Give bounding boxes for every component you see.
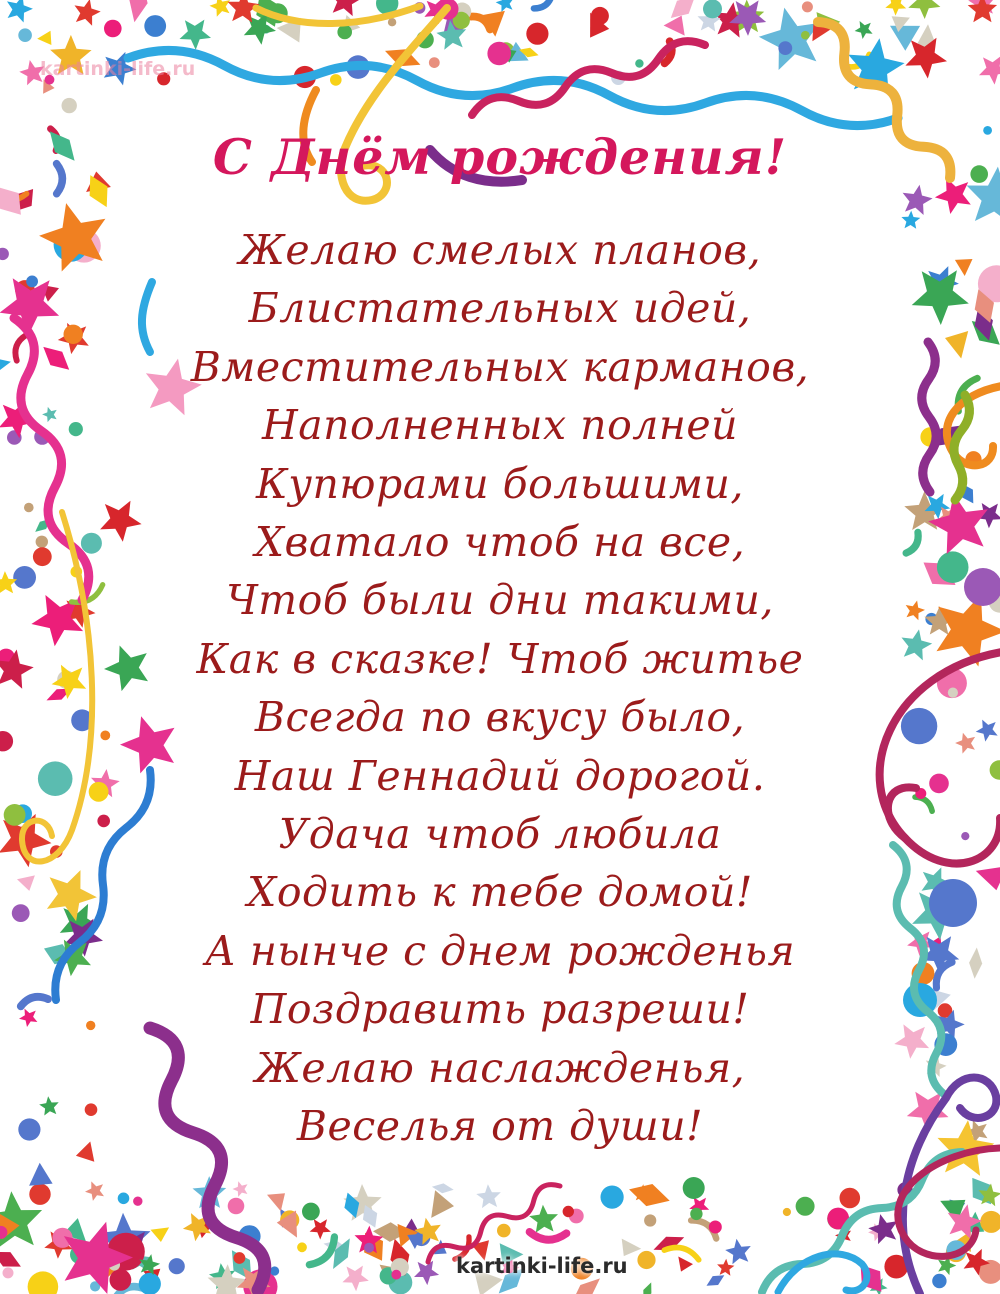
confetti-shape [906,532,922,555]
confetti-shape [990,760,1000,780]
confetti-shape [0,359,11,371]
confetti-shape [964,568,1000,606]
confetti-shape [342,1266,368,1292]
confetti-shape [707,1275,725,1286]
confetti-shape [19,1009,37,1027]
confetti-shape [330,0,362,16]
confetti-shape [36,536,48,548]
confetti-shape [948,688,958,698]
confetti-shape [937,551,969,583]
confetti-shape [976,720,998,742]
confetti-shape [43,347,69,370]
confetti-shape [50,131,75,160]
confetti-shape [622,1239,642,1257]
confetti-shape [50,35,92,75]
confetti-shape [29,1184,50,1205]
streamer-ribbon [946,1078,996,1118]
confetti-shape [133,1197,142,1206]
confetti-shape [42,407,57,422]
confetti-shape [13,566,36,589]
confetti-shape [57,164,63,194]
watermark-bottom: kartinki-life.ru [456,1254,628,1278]
confetti-shape [89,782,109,802]
confetti-shape [19,60,44,85]
confetti-shape [968,0,997,22]
confetti-shape [906,601,925,621]
confetti-shape [85,1181,104,1201]
confetti-shape [47,870,97,921]
confetti-shape [139,1273,161,1294]
confetti-shape [29,1163,52,1186]
confetti-shape [901,211,920,229]
poem-line: Наполненных полней [261,401,739,450]
confetti-shape [0,731,13,751]
confetti-shape [955,733,975,754]
confetti-shape [364,1243,374,1253]
confetti-shape [233,1181,248,1197]
confetti-shape [932,1274,946,1288]
confetti-shape [683,1177,705,1199]
confetti-shape [391,1270,401,1280]
confetti-shape [664,1244,700,1260]
confetti-shape [45,75,55,85]
confetti-shape [69,422,83,436]
confetti-shape [19,994,48,1006]
confetti-shape [796,1197,815,1216]
confetti-shape [85,1103,98,1116]
confetti-shape [894,1024,929,1058]
confetti-shape [678,1257,693,1272]
confetti-shape [110,1269,132,1291]
poem-line: Ходить к тебе домой! [247,868,753,917]
streamer-ribbon [430,150,522,182]
confetti-shape [801,31,810,40]
confetti-shape [929,774,949,794]
poem-line: Поздравить разреши! [250,985,750,1034]
confetti-shape [18,1118,40,1140]
confetti-shape [180,20,212,50]
confetti-shape [76,1142,94,1162]
confetti-shape [61,98,76,113]
confetti-shape [129,0,147,22]
confetti-shape [945,331,968,359]
confetti-shape [935,178,971,214]
confetti-shape [86,1021,95,1030]
watermark-top: kartinki-life.ru [40,58,196,80]
confetti-shape [97,815,110,828]
confetti-shape [26,276,38,288]
confetti-shape [210,0,231,17]
streamer-ribbon [142,282,152,352]
confetti-shape [363,1205,377,1228]
confetti-shape [571,1258,593,1280]
confetti-shape [725,1239,751,1265]
confetti-shape [903,185,933,215]
confetti-shape [388,18,396,26]
confetti-shape [270,1266,279,1275]
confetti-shape [12,904,30,922]
confetti-shape [476,1184,501,1208]
confetti-shape [0,248,9,260]
confetti-shape [534,0,555,12]
confetti-shape [783,1208,791,1216]
confetti-shape [629,1184,670,1206]
confetti-shape [802,1,813,12]
confetti-shape [3,1267,14,1278]
confetti-shape [39,1096,59,1115]
confetti-shape [151,1227,170,1242]
confetti-shape [33,547,52,566]
confetti-shape [635,59,643,67]
confetti-shape [671,0,695,18]
confetti-shape [690,1208,702,1220]
poem-line: Желаю смелых планов, [238,226,762,274]
confetti-shape [979,56,1000,85]
confetti-shape [337,25,352,40]
confetti-shape [955,259,973,276]
poem-line: А нынче с днем рожденья [204,926,796,975]
confetti-shape [970,165,988,183]
confetti-shape [330,74,342,86]
confetti-shape [637,1251,655,1269]
confetti-shape [120,716,175,773]
confetti-shape [118,1193,130,1205]
confetti-shape [28,1271,59,1294]
confetti-shape [7,0,33,22]
confetti-shape [759,8,820,70]
poem-line: Чтоб были дни такими, [226,576,774,625]
streamer-ribbon [303,90,316,162]
poem-line: Наш Геннадий дорогой. [234,751,766,800]
confetti-shape [431,1190,454,1218]
confetti-shape [310,1219,331,1239]
confetti-shape [487,42,511,66]
confetti-shape [778,41,792,55]
confetti-shape [571,1278,600,1294]
confetti-shape [902,629,933,660]
confetti-shape [144,15,166,37]
confetti-shape [840,1188,861,1209]
confetti-shape [563,1206,574,1217]
confetti-shape [885,0,906,16]
confetti-shape [414,1261,439,1286]
confetti-shape [38,761,73,796]
poem-line: Всегда по вкусу было, [254,693,746,742]
poem-line: Купюрами большими, [256,459,744,508]
poem-line: Как в сказке! Чтоб житье [196,634,804,683]
confetti-shape [901,708,937,744]
confetti-shape [474,1269,503,1294]
confetti-shape [37,31,51,45]
confetti-shape [496,0,514,12]
confetti-shape [969,948,982,979]
confetti-shape [526,23,548,45]
streamer-ribbon [150,1028,265,1290]
poem-line: Блистательных идей, [248,284,752,333]
confetti-shape [297,1242,307,1252]
confetti-shape [703,0,722,18]
confetti-shape [24,503,34,513]
confetti-shape [644,1214,656,1226]
confetti-shape [12,333,26,360]
confetti-shape [63,325,82,344]
confetti-shape [429,57,440,68]
streamer-ribbon [888,787,916,838]
confetti-shape [100,501,142,542]
confetti-shape [0,187,21,215]
confetti-shape [929,879,977,927]
confetti-shape [643,1282,651,1294]
confetti-shape [302,1203,320,1221]
confetti-shape [4,804,26,826]
poem-line: Хватало чтоб на все, [254,518,746,567]
poem-line: Удача чтоб любила [278,810,722,859]
confetti-shape [100,731,110,741]
confetti-shape [497,1224,511,1238]
confetti-shape [664,16,685,36]
poem-line: Вместительных карманов, [190,342,810,391]
confetti-shape [855,21,873,39]
confetti-shape [104,20,122,38]
confetti-shape [104,646,148,692]
confetti-shape [75,0,101,26]
confetti-shape [717,1259,734,1276]
confetti-shape [908,0,940,19]
confetti-shape [529,1232,566,1241]
streamer-ribbon [922,342,936,492]
confetti-shape [976,866,1000,890]
confetti-shape [18,28,32,42]
confetti-shape [157,72,170,85]
card-title: С Днём рождения! [212,128,788,186]
confetti-shape [868,1214,897,1244]
poem-line: Веселья от души! [296,1102,704,1151]
confetti-shape [267,1193,285,1211]
confetti-shape [709,1221,722,1234]
confetti-shape [17,875,35,891]
poem-line: Желаю наслажденья, [254,1043,746,1092]
confetti-shape [234,1252,246,1264]
confetti-shape [601,1186,624,1209]
confetti-shape [983,126,992,135]
confetti-shape [146,359,202,416]
confetti-shape [961,832,969,840]
confetti-shape [228,1198,245,1215]
confetti-shape [169,1258,185,1274]
confetti-shape [0,1252,21,1267]
confetti-shape [81,533,102,554]
